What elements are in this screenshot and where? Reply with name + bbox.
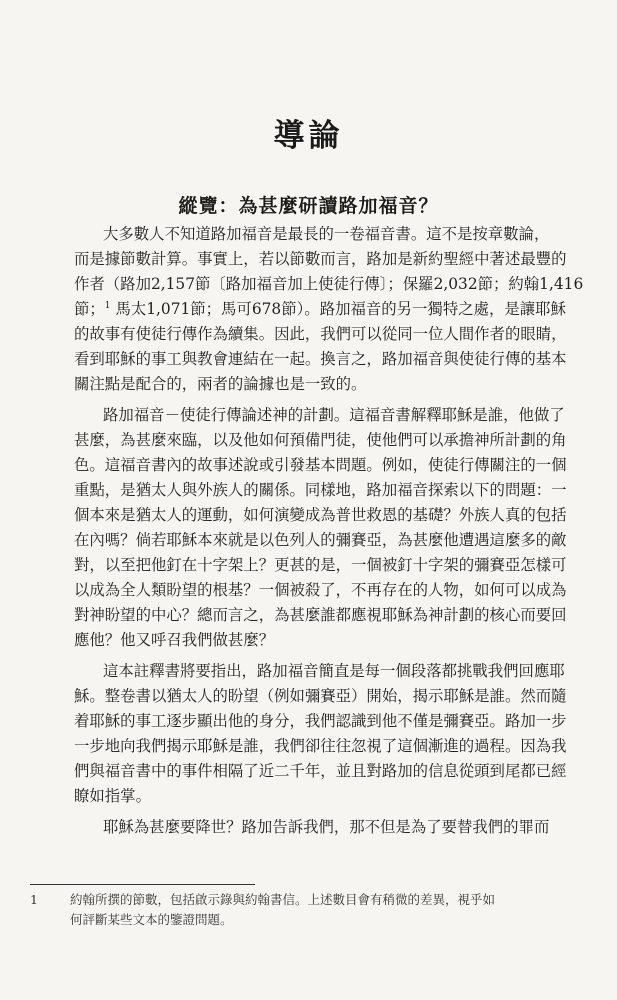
text-line: 路加福音－使徒行傳論述神的計劃。這福音書解釋耶穌是誰，他做了	[103, 406, 565, 424]
text-line: 甚麼，為甚麼來臨，以及他如何預備門徒，使他們可以承擔神所計劃的角	[74, 431, 567, 449]
footnote-divider	[30, 884, 255, 885]
paragraph	[74, 222, 584, 397]
body-text	[74, 222, 584, 840]
paragraph	[74, 403, 567, 653]
text-line: 關注點是配合的，兩者的論據也是一致的。	[74, 375, 367, 393]
text-line	[74, 297, 566, 322]
section-heading: 縱覽：為甚麼研讀路加福音？	[178, 195, 439, 217]
text-line: 看到耶穌的事工與教會連結在一起。換言之，路加福音與使徒行傳的基本	[74, 350, 567, 368]
text-line: 對，以至把他釘在十字架上？更甚的是，一個被釘十字架的彌賽亞怎樣可	[74, 556, 567, 574]
text-line: 的故事有使徒行傳作為續集。因此，我們可以從同一位人間作者的眼睛，	[74, 325, 567, 343]
footnote	[30, 890, 560, 930]
footnote-line: 約翰所撰的節數，包括啟示錄與約翰書信。上述數目會有稍微的差異，視乎如	[70, 892, 496, 907]
text-line: 對神盼望的中心？總而言之，為甚麼誰都應視耶穌為神計劃的核心而要回	[74, 606, 567, 624]
paragraph	[74, 815, 550, 840]
footnote-reference[interactable]: 1	[104, 300, 111, 311]
text-line: 重點，是猶太人與外族人的關係。同樣地，路加福音探索以下的問題：一	[74, 481, 567, 499]
chapter-title: 導論	[273, 118, 344, 154]
text-line: 大多數人不知道路加福音是最長的一卷福音書。這不是按章數論，	[103, 225, 550, 243]
text-line: 着耶穌的事工逐步顯出他的身分，我們認識到他不僅是彌賽亞。路加一步	[74, 712, 567, 730]
text-line: 作者（路加2,157節〔路加福音加上使徒行傳〕；保羅2,032節；約翰1,416	[74, 275, 584, 293]
paragraph	[74, 659, 567, 809]
text-line: 以成為全人類盼望的根基？一個被殺了，不再存在的人物，如何可以成為	[74, 581, 567, 599]
text-line: 們與福音書中的事件相隔了近二千年，並且對路加的信息從頭到尾都已經	[74, 762, 567, 780]
text-line: 個本來是猶太人的運動，如何演變成為普世救恩的基礎？外族人真的包括	[74, 506, 567, 524]
footnote-line: 何評斷某些文本的鑒證問題。	[70, 912, 233, 927]
text-line: 應他？他又呼召我們做甚麼？	[74, 631, 275, 649]
text-segment: 節；	[74, 300, 105, 318]
text-line: 穌。整卷書以猶太人的盼望（例如彌賽亞）開始，揭示耶穌是誰。然而隨	[74, 687, 567, 705]
text-line: 這本註釋書將要指出，路加福音簡直是每一個段落都挑戰我們回應耶	[103, 662, 565, 680]
text-line: 而是據節數計算。事實上，若以節數而言，路加是新約聖經中著述最豐的	[74, 250, 567, 268]
text-segment: 馬太1,071節；馬可678節）。路加福音的另一獨特之處，是讓耶穌	[115, 300, 566, 318]
text-line: 色。這福音書內的故事述說或引發基本問題。例如，使徒行傳關注的一個	[74, 456, 567, 474]
text-line: 一步地向我們揭示耶穌是誰，我們卻往往忽視了這個漸進的過程。因為我	[74, 737, 567, 755]
text-line: 瞭如指掌。	[74, 787, 151, 805]
footnote-text	[70, 890, 560, 930]
text-line: 在內嗎？倘若耶穌本來就是以色列人的彌賽亞，為甚麼他遭遇這麼多的敵	[74, 531, 567, 549]
text-line: 耶穌為甚麼要降世？路加告訴我們，那不但是為了要替我們的罪而	[103, 818, 550, 836]
footnote-number: 1	[30, 892, 38, 907]
